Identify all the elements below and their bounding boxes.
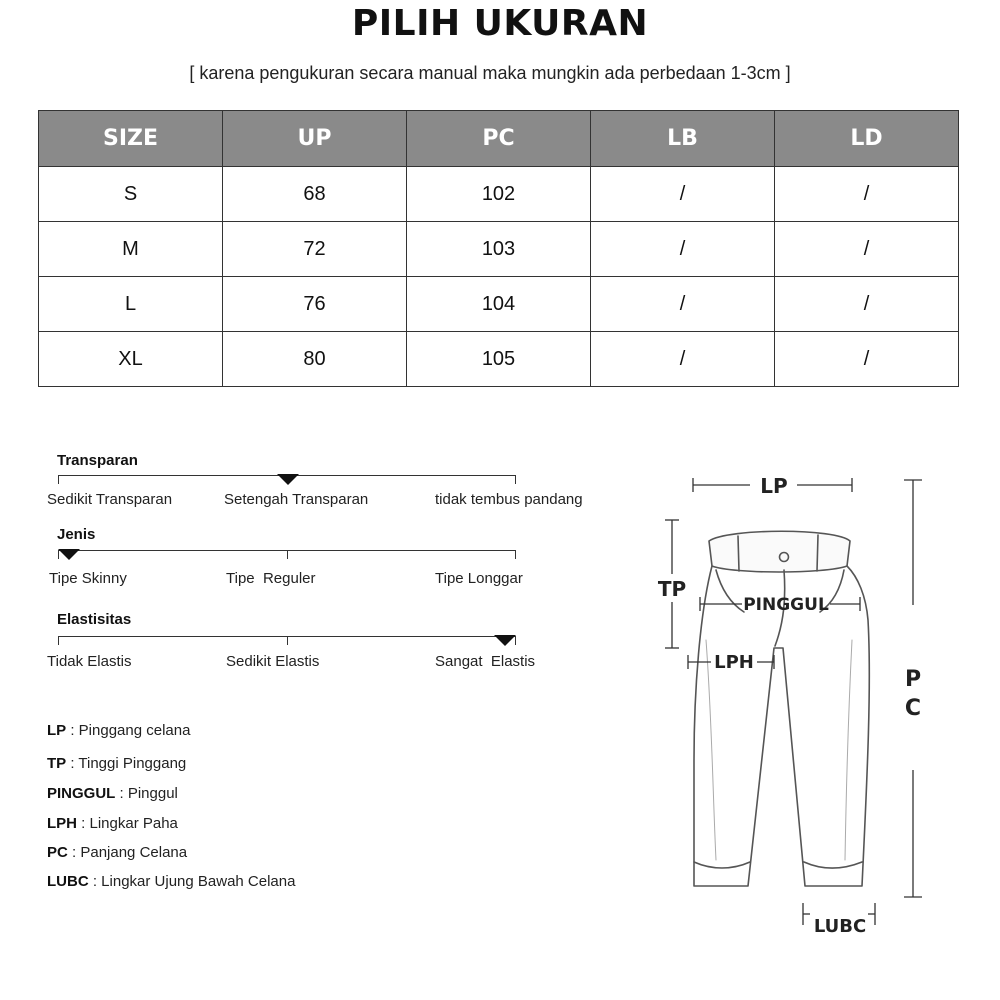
column-header: UP — [223, 111, 407, 167]
lubc-label: LUBC — [813, 916, 867, 937]
legend-item — [47, 873, 295, 890]
scale-title: Elastisitas — [57, 611, 132, 628]
table-cell: 104 — [407, 277, 591, 332]
column-header: LB — [591, 111, 775, 167]
table-cell: 72 — [223, 222, 407, 277]
table-cell: XL — [39, 332, 223, 387]
scale-elastisitas — [0, 600, 620, 680]
scale-option-label: Tidak Elastis — [47, 653, 132, 670]
table-row — [39, 332, 959, 387]
pinggul-label: PINGGUL — [743, 595, 829, 615]
table-cell: / — [591, 332, 775, 387]
table-cell: 103 — [407, 222, 591, 277]
table-cell: / — [775, 167, 959, 222]
scale-option-label: tidak tembus pandang — [435, 491, 583, 508]
legend-abbr: PINGGUL — [47, 785, 116, 802]
table-cell: / — [775, 332, 959, 387]
scale-title: Transparan — [57, 452, 138, 469]
pants-measurement-diagram — [620, 460, 990, 950]
scale-option-label: Sangat Elastis — [435, 653, 536, 670]
size-chart-table — [38, 110, 959, 387]
pants-outline — [694, 531, 869, 886]
selected-marker-icon — [494, 635, 516, 646]
scale-tick — [287, 636, 288, 645]
table-cell: 102 — [407, 167, 591, 222]
pc-label-p: P — [904, 667, 922, 692]
legend-abbr: LP — [47, 722, 67, 739]
lp-label: LP — [760, 474, 788, 498]
scale-option-label: Tipe Longgar — [435, 570, 523, 587]
table-row — [39, 277, 959, 332]
table-cell: M — [39, 222, 223, 277]
legend-desc: : Panjang Celana — [67, 844, 188, 861]
scale-tick — [287, 550, 288, 559]
table-header-row — [39, 111, 959, 167]
scale-tick — [58, 475, 59, 484]
pc-label-c: C — [904, 696, 922, 721]
table-cell: / — [775, 277, 959, 332]
scale-option-label: Tipe Skinny — [49, 570, 127, 587]
table-cell: 76 — [223, 277, 407, 332]
legend-item — [47, 815, 178, 832]
column-header: PC — [407, 111, 591, 167]
scale-option-label: Sedikit Transparan — [47, 491, 173, 508]
scale-transparan — [0, 440, 620, 520]
legend-item — [47, 755, 186, 772]
legend-abbr: LPH — [47, 815, 77, 832]
page-subtitle: [ karena pengukuran secara manual maka mungkin ada perbedaan 1-3cm ] — [189, 63, 791, 83]
selected-marker-icon — [58, 549, 80, 560]
table-cell: 105 — [407, 332, 591, 387]
legend-abbr: LUBC — [47, 873, 89, 890]
legend-item — [47, 785, 178, 802]
table-row — [39, 167, 959, 222]
legend-item — [47, 844, 187, 861]
table-cell: / — [591, 222, 775, 277]
scale-tick — [515, 550, 516, 559]
legend-desc: : Pinggul — [115, 785, 178, 802]
legend-desc: : Lingkar Ujung Bawah Celana — [88, 873, 296, 890]
legend-item — [47, 722, 190, 739]
page-title: PILIH UKURAN — [351, 3, 649, 44]
scale-option-label: Sedikit Elastis — [226, 653, 320, 670]
scale-tick — [515, 475, 516, 484]
column-header: LD — [775, 111, 959, 167]
scale-tick — [58, 636, 59, 645]
legend-desc: : Lingkar Paha — [77, 815, 178, 832]
legend-abbr: PC — [47, 844, 68, 861]
table-cell: 80 — [223, 332, 407, 387]
scale-option-label: Tipe Reguler — [226, 570, 316, 587]
table-cell: / — [591, 167, 775, 222]
legend-abbr: TP — [47, 755, 67, 772]
scale-title: Jenis — [57, 526, 96, 543]
legend-desc: : Pinggang celana — [66, 722, 191, 739]
legend-list — [47, 720, 607, 900]
table-row — [39, 222, 959, 277]
table-cell: L — [39, 277, 223, 332]
scale-jenis — [0, 515, 620, 595]
table-cell: / — [591, 277, 775, 332]
table-cell: S — [39, 167, 223, 222]
lph-label: LPH — [714, 652, 754, 673]
table-cell: / — [775, 222, 959, 277]
tp-label: TP — [657, 577, 687, 601]
table-cell: 68 — [223, 167, 407, 222]
legend-desc: : Tinggi Pinggang — [66, 755, 187, 772]
scale-option-label: Setengah Transparan — [224, 491, 369, 508]
column-header: SIZE — [39, 111, 223, 167]
selected-marker-icon — [277, 474, 299, 485]
